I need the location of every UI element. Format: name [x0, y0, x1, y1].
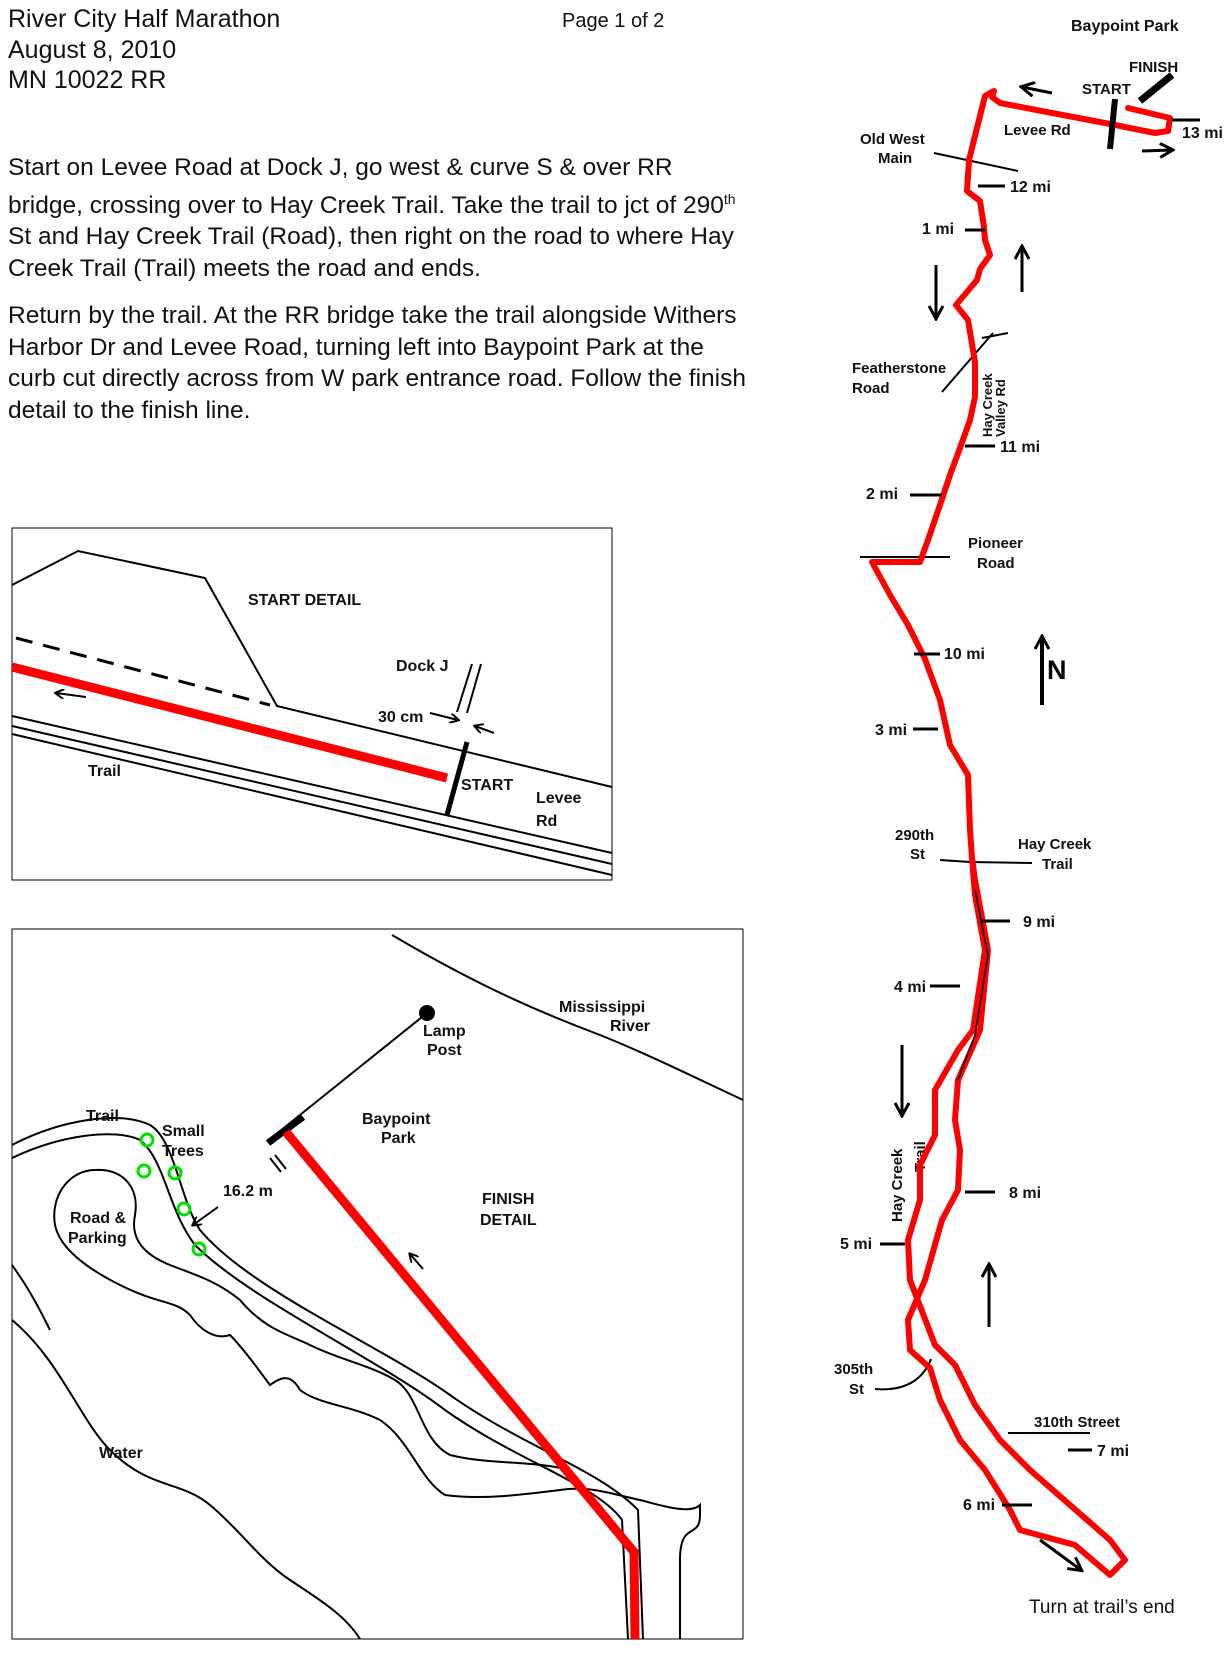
north-label: N — [1047, 655, 1067, 685]
river-label-2: River — [610, 1018, 651, 1035]
290th-label-2: St — [910, 846, 925, 863]
dock-j-label: Dock J — [396, 658, 449, 675]
old-west-label-1: Old West — [860, 131, 925, 148]
course-route-trail-loop — [908, 858, 1125, 1575]
310th-label: 310th Street — [1034, 1414, 1120, 1431]
tree-icon-2 — [138, 1165, 150, 1177]
featherstone-label-2: Road — [852, 380, 890, 397]
direction-arrow-east — [1142, 150, 1172, 151]
turn-around-label: Turn at trail’s end — [1029, 1597, 1175, 1618]
course-map-title: Baypoint Park — [1071, 18, 1179, 35]
old-west-main-road — [934, 153, 1018, 171]
16m-arrow-left — [193, 1207, 218, 1225]
parking-label-2: Parking — [68, 1230, 127, 1247]
hay-valley-label-1: Hay Creek — [980, 373, 995, 437]
water-edge-2 — [12, 1320, 360, 1639]
description-text-b: St and Hay Creek Trail (Road), then right on the road to where Hay Creek Trail (Trail) meets the road and ends. — [8, 223, 734, 282]
water-edge-3 — [12, 1265, 50, 1330]
start-road-edge-3 — [12, 734, 612, 875]
mile-label-7: 7 mi — [1097, 1443, 1130, 1460]
30cm-label: 30 cm — [378, 709, 424, 726]
finish-detail-title-2: DETAIL — [480, 1212, 537, 1229]
finish-route-line — [286, 1132, 635, 1639]
mile-label-13: 13 mi — [1182, 125, 1223, 142]
park-label-1: Baypoint — [362, 1111, 431, 1128]
start-detail-title: START DETAIL — [248, 592, 362, 609]
mile-label-8: 8 mi — [1009, 1185, 1042, 1202]
road-label: Rd — [536, 813, 558, 830]
mile-label-3: 3 mi — [875, 722, 908, 739]
finish-detail-title-1: FINISH — [482, 1191, 535, 1208]
tree-icon-1 — [141, 1134, 153, 1146]
305th-label-1: 305th — [834, 1361, 874, 1378]
levee-label: Levee — [536, 790, 582, 807]
lamp-post-icon — [419, 1005, 435, 1021]
river-bank — [392, 935, 743, 1100]
hay-vert-label-2: Trail — [912, 1141, 929, 1172]
16m-label: 16.2 m — [223, 1183, 273, 1200]
start-direction-arrow — [56, 693, 86, 697]
finish-trail-label: Trail — [86, 1108, 119, 1125]
parking-label-1: Road & — [70, 1210, 126, 1227]
mile-label-10: 10 mi — [944, 646, 985, 663]
start-map-label: START — [1082, 81, 1131, 98]
trail-edge-outer — [12, 1118, 643, 1639]
trail-label: Trail — [88, 763, 121, 780]
hay-valley-label-2: Valley Rd — [993, 379, 1008, 437]
levee-rd-label: Levee Rd — [1004, 122, 1071, 139]
old-west-label-2: Main — [878, 150, 913, 167]
ordinal-suffix: th — [723, 190, 736, 207]
305th-label-2: St — [849, 1381, 864, 1398]
30cm-arrow-left — [475, 726, 494, 733]
30cm-arrow-right — [430, 713, 458, 720]
pioneer-label-2: Road — [977, 555, 1015, 572]
mile-label-11: 11 mi — [1000, 439, 1041, 456]
description-text-a: Start on Levee Road at Dock J, go west & curve S & over RR bridge, crossing over to Hay Creek Trail. Take the trail to jct of 290 — [8, 154, 724, 219]
water-label: Water — [99, 1445, 143, 1462]
direction-arrow-west — [1022, 87, 1052, 93]
finish-line-mark — [268, 1117, 303, 1143]
finish-detail-frame — [12, 929, 743, 1639]
hay-trail-label-1: Hay Creek — [1018, 836, 1092, 853]
park-label-2: Park — [381, 1130, 416, 1147]
page-number: Page 1 of 2 — [562, 10, 665, 32]
finish-line-mark-map — [1140, 75, 1172, 101]
course-route-outbound — [872, 91, 1170, 858]
race-name: River City Half Marathon — [8, 5, 281, 33]
mile-label-12: 12 mi — [1010, 179, 1051, 196]
trees-label-2: Trees — [162, 1143, 204, 1160]
290th-road — [940, 860, 1032, 863]
finish-direction-arrow — [410, 1254, 423, 1269]
course-description-return: Return by the trail. At the RR bridge take the trail alongside Withers Harbor Dr and Levee Road, turning left into Baypoint Park at the curb cut directly across from W park entrance road. Follow the finish detail to the finish line. — [8, 302, 747, 424]
lamp-label-1: Lamp — [423, 1023, 466, 1040]
tree-icon-4 — [178, 1203, 190, 1215]
finish-map-label: FINISH — [1129, 59, 1179, 76]
course-map — [834, 18, 1223, 1618]
certification-code: MN 10022 RR — [8, 66, 167, 94]
mile-label-6: 6 mi — [963, 1497, 996, 1514]
lamp-label-2: Post — [427, 1042, 462, 1059]
16m-arrow-right — [270, 1155, 286, 1172]
race-date: August 8, 2010 — [8, 36, 177, 64]
dock-j-edges — [457, 664, 481, 713]
finish-detail-map — [12, 929, 743, 1639]
featherstone-label-1: Featherstone — [852, 360, 947, 377]
pioneer-label-1: Pioneer — [968, 535, 1024, 552]
start-detail-frame — [12, 528, 612, 880]
start-road-edge-1 — [12, 716, 612, 853]
mile-label-2: 2 mi — [866, 486, 899, 503]
start-detail-map — [12, 528, 612, 880]
start-line-mark-map — [1110, 99, 1115, 149]
mile-label-4: 4 mi — [894, 979, 927, 996]
hay-vert-label-1: Hay Creek — [889, 1148, 906, 1222]
river-label-1: Mississippi — [559, 999, 646, 1016]
mile-label-5: 5 mi — [840, 1236, 873, 1253]
mile-label-1: 1 mi — [922, 221, 955, 238]
mile-label-9: 9 mi — [1023, 914, 1056, 931]
hay-trail-label-2: Trail — [1042, 856, 1073, 873]
290th-label-1: 290th — [895, 827, 935, 844]
start-dashed-path — [16, 638, 270, 705]
start-label: START — [461, 777, 514, 794]
start-bank-line — [12, 551, 612, 787]
trees-label-1: Small — [162, 1123, 205, 1140]
